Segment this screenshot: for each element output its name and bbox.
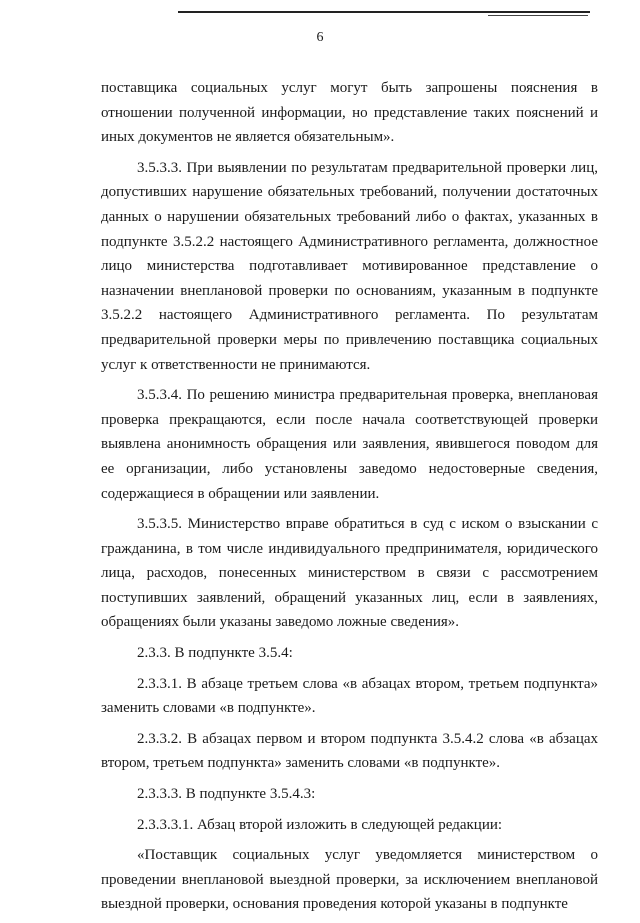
paragraph-2-3-3-3-1: 2.3.3.3.1. Абзац второй изложить в следующей редакции: <box>137 816 503 833</box>
header-rule-accent <box>488 15 588 16</box>
paragraph-continuation: поставщика социальных услуг могут быть запрошены пояснения в отношении полученной информации, но представление таких пояснений и иных документов не является обязательным». <box>101 80 598 146</box>
paragraph-2-3-3-2: 2.3.3.2. В абзацах первом и втором подпункта 3.5.4.2 слова «в абзацах втором, третьем подпункта» заменить словами «в подпункте». <box>101 730 598 772</box>
paragraph-3-5-3-5: 3.5.3.5. Министерство вправе обратиться в суд с иском о взыскании с гражданина, в том числе индивидуального предпринимателя, юридического лица, расходов, понесенных министерством в связи с рассмотрением поступивших заявлений, обращений указанных лиц, если в заявлениях, обращениях были указаны заведомо ложные сведения». <box>101 516 598 631</box>
paragraph-3-5-3-4: 3.5.3.4. По решению министра предварительная проверка, внеплановая проверка прекращаются, если после начала соответствующей проверки выявлена анонимность обращения или заявления, явившегося поводом для ее организации, либо установлены заведомо недостоверные сведения, содержащиеся в обращении или заявлении. <box>101 387 598 502</box>
document-body <box>101 76 598 923</box>
paragraph-3-5-3-3: 3.5.3.3. При выявлении по результатам предварительной проверки лиц, допустивших нарушение обязательных требований, получении достаточных данных о нарушении обязательных требований либо о фактах, указанных в подпункте 3.5.2.2 настоящего Административного регламента, должностное лицо министерства подготавливает мотивированное представление о назначении внеплановой проверки по основаниям, указанным в подпункте 3.5.2.2 настоящего Административного регламента. По результатам предварительной проверки меры по привлечению поставщика социальных услуг к ответственности не принимаются. <box>101 159 598 373</box>
paragraph-2-3-3: 2.3.3. В подпункте 3.5.4: <box>137 645 293 662</box>
page-number: 6 <box>316 30 324 45</box>
header-rule <box>178 11 590 13</box>
paragraph-2-3-3-3: 2.3.3.3. В подпункте 3.5.4.3: <box>137 786 316 803</box>
paragraph-quoted-redaction: «Поставщик социальных услуг уведомляется министерством о проведении внеплановой выездной проверки, за исключением внеплановой выездной проверки, основания проведения которой указаны в подпункте <box>101 847 598 913</box>
paragraph-2-3-3-1: 2.3.3.1. В абзаце третьем слова «в абзацах втором, третьем подпункта» заменить словами «в подпункте». <box>101 675 598 717</box>
